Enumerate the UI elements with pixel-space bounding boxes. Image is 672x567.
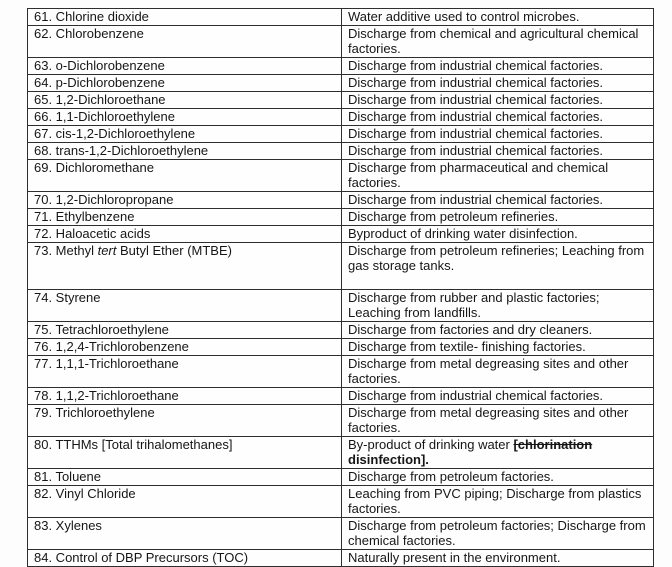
contaminant-cell (28, 550, 342, 567)
source-cell (342, 209, 654, 226)
table-row (28, 290, 654, 322)
contaminant-cell (28, 356, 342, 388)
contaminant-cell (28, 388, 342, 405)
text-segment: Discharge from industrial chemical factories. (348, 192, 604, 207)
table-row (28, 437, 654, 469)
text-segment: Byproduct of drinking water disinfection. (348, 226, 578, 241)
text-segment: Discharge from petroleum factories. (348, 469, 554, 484)
source-cell (342, 143, 654, 160)
source-cell (342, 192, 654, 209)
table-row (28, 243, 654, 290)
contaminant-cell (28, 469, 342, 486)
contaminant-cell (28, 518, 342, 550)
table-row (28, 405, 654, 437)
text-segment: Leaching from PVC piping; Discharge from plastics factories. (348, 486, 642, 516)
table-row (28, 550, 654, 567)
source-cell (342, 58, 654, 75)
text-segment: 73. Methyl (34, 243, 98, 258)
text-segment: Discharge from industrial chemical factories. (348, 58, 604, 73)
table-row (28, 160, 654, 192)
text-segment: Discharge from factories and dry cleaners. (348, 322, 593, 337)
source-cell (342, 109, 654, 126)
text-segment: 77. 1,1,1-Trichloroethane (34, 356, 179, 371)
contaminant-cell (28, 9, 342, 26)
text-segment: 69. Dichloromethane (34, 160, 154, 175)
contaminant-cell (28, 405, 342, 437)
source-cell (342, 356, 654, 388)
table-row (28, 75, 654, 92)
table-row (28, 209, 654, 226)
text-segment: Discharge from industrial chemical factories. (348, 109, 604, 124)
table-row (28, 109, 654, 126)
text-segment: Discharge from textile- finishing factories. (348, 339, 586, 354)
source-cell (342, 160, 654, 192)
contaminant-cell (28, 339, 342, 356)
text-segment: Discharge from petroleum refineries; Leaching from gas storage tanks. (348, 243, 645, 273)
text-segment: 79. Trichloroethylene (34, 405, 155, 420)
contaminant-cell (28, 322, 342, 339)
text-segment: Discharge from petroleum factories; Discharge from chemical factories. (348, 518, 646, 548)
text-segment: 65. 1,2-Dichloroethane (34, 92, 166, 107)
table-row (28, 192, 654, 209)
table-row (28, 486, 654, 518)
table-row (28, 469, 654, 486)
source-cell (342, 75, 654, 92)
text-segment: 80. TTHMs [Total trihalomethanes] (34, 437, 233, 452)
table-row (28, 26, 654, 58)
text-segment: Naturally present in the environment. (348, 550, 561, 565)
text-segment: 71. Ethylbenzene (34, 209, 135, 224)
contaminant-sources-table (27, 8, 654, 567)
text-segment: [chlorination (513, 437, 593, 452)
contaminant-cell (28, 126, 342, 143)
text-segment: 75. Tetrachloroethylene (34, 322, 169, 337)
source-cell (342, 550, 654, 567)
text-segment: Discharge from industrial chemical factories. (348, 143, 604, 158)
source-cell (342, 243, 654, 290)
text-segment: 70. 1,2-Dichloropropane (34, 192, 174, 207)
text-segment: Discharge from petroleum refineries. (348, 209, 559, 224)
text-segment: Discharge from pharmaceutical and chemical factories. (348, 160, 609, 190)
source-cell (342, 486, 654, 518)
table-row (28, 9, 654, 26)
text-segment: 63. o-Dichlorobenzene (34, 58, 165, 73)
contaminant-cell (28, 143, 342, 160)
text-segment: Discharge from industrial chemical factories. (348, 388, 604, 403)
text-segment: 72. Haloacetic acids (34, 226, 151, 241)
source-cell (342, 290, 654, 322)
source-cell (342, 126, 654, 143)
source-cell (342, 469, 654, 486)
text-segment: Water additive used to control microbes. (348, 9, 580, 24)
source-cell (342, 518, 654, 550)
text-segment: Discharge from industrial chemical factories. (348, 92, 604, 107)
table-row (28, 92, 654, 109)
text-segment: tert (97, 243, 117, 258)
contaminant-cell (28, 486, 342, 518)
source-cell (342, 26, 654, 58)
text-segment: 84. Control of DBP Precursors (TOC) (34, 550, 249, 565)
table-row (28, 143, 654, 160)
table-row (28, 226, 654, 243)
text-segment: Discharge from metal degreasing sites and other factories. (348, 356, 629, 386)
text-segment: 83. Xylenes (34, 518, 102, 533)
table-row (28, 356, 654, 388)
text-segment: Butyl Ether (MTBE) (116, 243, 232, 258)
source-cell (342, 437, 654, 469)
source-cell (342, 226, 654, 243)
text-segment: Discharge from industrial chemical factories. (348, 75, 604, 90)
text-segment: 61. Chlorine dioxide (34, 9, 149, 24)
table-row (28, 388, 654, 405)
contaminant-cell (28, 109, 342, 126)
source-cell (342, 405, 654, 437)
source-cell (342, 322, 654, 339)
text-segment: disinfection]. (348, 452, 429, 467)
contaminant-cell (28, 243, 342, 290)
source-cell (342, 9, 654, 26)
table-row (28, 126, 654, 143)
text-segment: 81. Toluene (34, 469, 101, 484)
text-segment: Discharge from metal degreasing sites and other factories. (348, 405, 629, 435)
source-cell (342, 339, 654, 356)
text-segment: 66. 1,1-Dichloroethylene (34, 109, 175, 124)
contaminant-cell (28, 58, 342, 75)
text-segment: 68. trans-1,2-Dichloroethylene (34, 143, 209, 158)
text-segment: 67. cis-1,2-Dichloroethylene (34, 126, 196, 141)
contaminant-table-body (28, 9, 654, 567)
text-segment: 82. Vinyl Chloride (34, 486, 136, 501)
contaminant-cell (28, 160, 342, 192)
text-segment: Discharge from chemical and agricultural chemical factories. (348, 26, 639, 56)
table-row (28, 322, 654, 339)
text-segment: 62. Chlorobenzene (34, 26, 144, 41)
contaminant-cell (28, 226, 342, 243)
table-row (28, 58, 654, 75)
text-segment: By-product of drinking water (348, 437, 514, 452)
contaminant-cell (28, 26, 342, 58)
source-cell (342, 92, 654, 109)
text-segment: Discharge from industrial chemical factories. (348, 126, 604, 141)
table-row (28, 339, 654, 356)
text-segment: 74. Styrene (34, 290, 101, 305)
source-cell (342, 388, 654, 405)
text-segment: 78. 1,1,2-Trichloroethane (34, 388, 179, 403)
contaminant-cell (28, 437, 342, 469)
contaminant-cell (28, 92, 342, 109)
text-segment: Discharge from rubber and plastic factories; Leaching from landfills. (348, 290, 600, 320)
table-row (28, 518, 654, 550)
contaminant-cell (28, 75, 342, 92)
text-segment: 64. p-Dichlorobenzene (34, 75, 165, 90)
text-segment: 76. 1,2,4-Trichlorobenzene (34, 339, 189, 354)
contaminant-cell (28, 290, 342, 322)
contaminant-cell (28, 209, 342, 226)
contaminant-cell (28, 192, 342, 209)
